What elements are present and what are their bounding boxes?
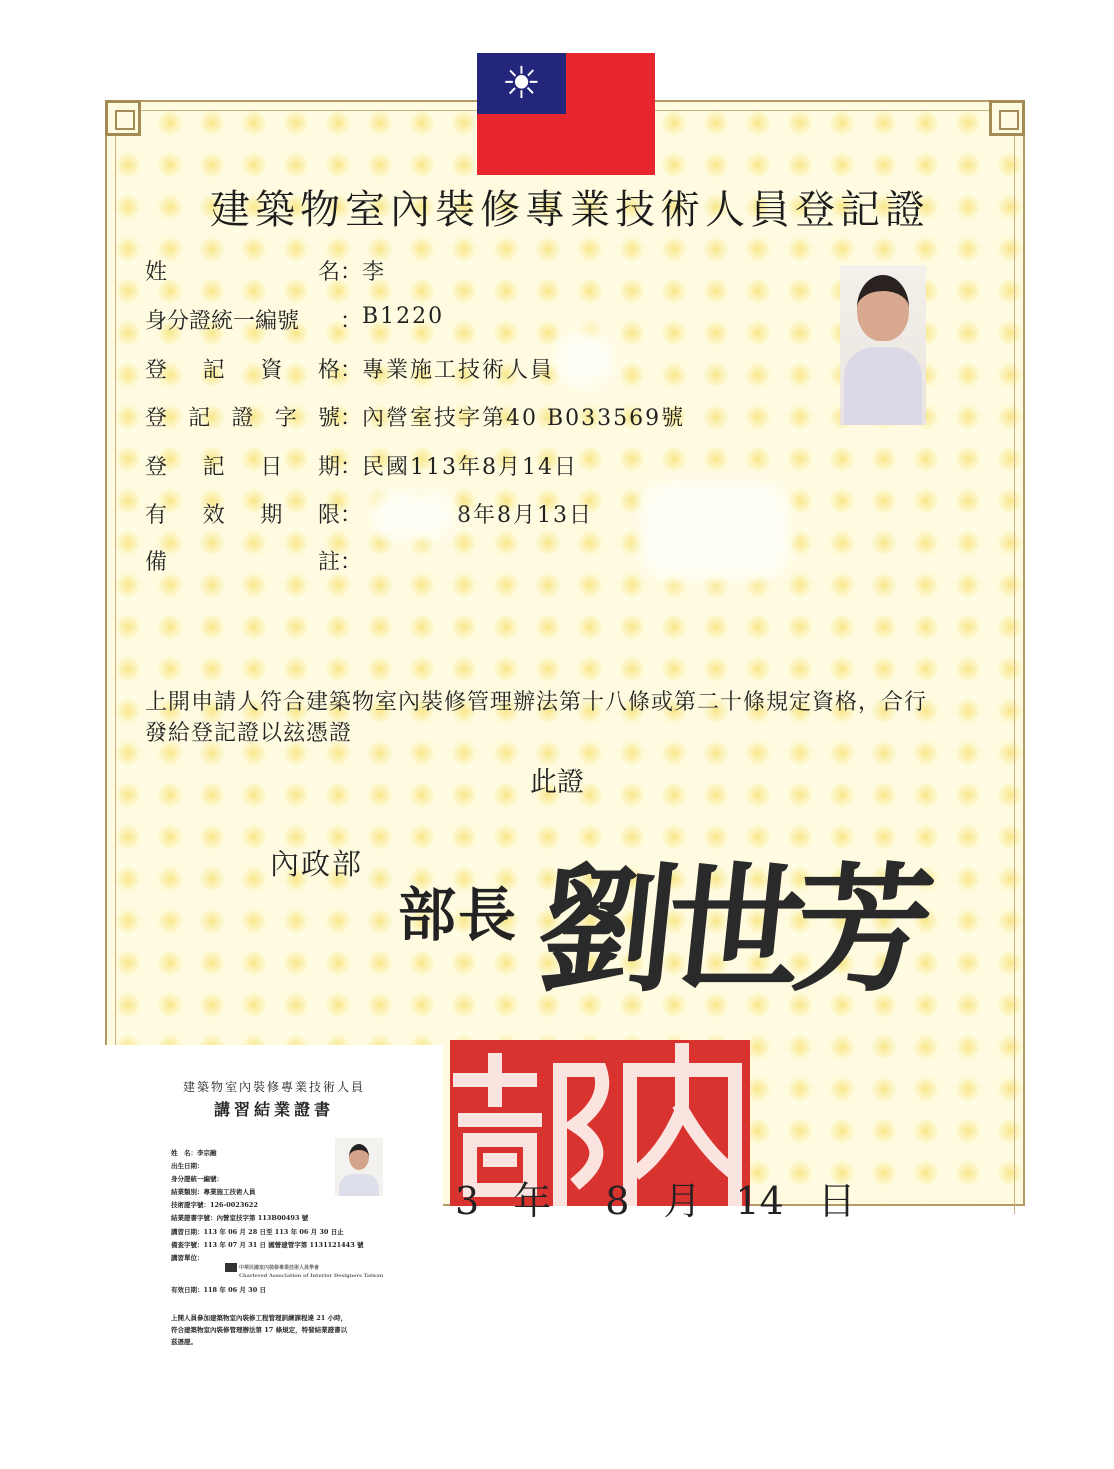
colon: ： xyxy=(340,309,363,334)
sun-icon: ☀ xyxy=(477,53,566,114)
date-part: 3 xyxy=(455,1179,480,1223)
field-row xyxy=(145,498,593,529)
training-certificate xyxy=(105,1045,443,1363)
field-value: 內營室技字第40 B033569號 xyxy=(362,406,686,431)
training-row: 結業證書字號：內營室技字第 113B00493 號 xyxy=(171,1214,309,1222)
association xyxy=(225,1263,383,1280)
colon: ： xyxy=(340,455,363,480)
date-part: 8 xyxy=(605,1179,630,1223)
colon: ： xyxy=(340,550,363,575)
field-row xyxy=(145,545,362,576)
training-row: 技術證字號：126-0023622 xyxy=(171,1201,258,1209)
date-part: 14 xyxy=(735,1179,784,1223)
training-row: 備查字號：113 年 07 月 31 日 國營建管字第 1131121443 號 xyxy=(171,1241,364,1249)
field-value: B1220 xyxy=(362,304,445,329)
label-char: 效 xyxy=(202,503,225,528)
colon: ： xyxy=(340,260,363,285)
minister-title: 部長 xyxy=(398,881,519,949)
label-char: 期 xyxy=(317,455,340,480)
field-row xyxy=(145,450,578,481)
association-english: Chartered Association of Interior Designers Taiwan xyxy=(239,1273,384,1279)
label-char: 註 xyxy=(317,550,340,575)
label-char: 期 xyxy=(260,503,283,528)
label-char: 字 xyxy=(274,406,297,431)
association-logo-icon xyxy=(225,1263,237,1272)
training-row: 講習日期：113 年 06 月 28 日至 113 年 06 月 30 日止 xyxy=(171,1228,344,1236)
label-char: 限 xyxy=(317,503,340,528)
statement-line-1: 上開申請人符合建築物室內裝修管理辦法第十八條或第二十條規定資格，合行 xyxy=(145,690,928,715)
training-footer-1: 上開人員參加建築物室內裝修工程管理訓練課程達 21 小時， xyxy=(171,1314,348,1322)
field-value: 李 xyxy=(362,260,387,285)
field-label xyxy=(145,498,340,529)
label-char: 格 xyxy=(317,358,340,383)
label-char: 記 xyxy=(202,358,225,383)
statement-line-2: 發給登記證以玆憑證 xyxy=(145,721,353,746)
field-label xyxy=(145,450,340,481)
training-row: 結業類別：專業施工技術人員 xyxy=(171,1188,256,1196)
training-footer-2: 符合建築物室內裝修管理辦法第 17 條規定，特發結業證書以 xyxy=(171,1326,348,1334)
label-char: 日 xyxy=(260,455,283,480)
field-row xyxy=(145,255,386,286)
ministry: 內政部 xyxy=(270,847,364,881)
training-row: 有效日期：118 年 06 月 30 日 xyxy=(171,1286,266,1294)
issue-date xyxy=(455,1170,890,1225)
training-title-line1: 建築物室內裝修專業技術人員 xyxy=(182,1080,365,1094)
training-photo xyxy=(335,1138,383,1196)
association-name: 中華民國室內裝修專業技術人員學會 xyxy=(239,1265,320,1271)
label-char: 身分證統一編號 xyxy=(145,309,300,334)
field-row xyxy=(145,353,554,384)
ci-zheng: 此證 xyxy=(530,767,584,798)
field-row xyxy=(145,304,444,335)
training-row: 身分證統一編號： xyxy=(171,1175,223,1183)
label-char: 記 xyxy=(188,406,211,431)
label-char: 姓 xyxy=(145,260,168,285)
redaction xyxy=(640,480,790,580)
training-row: 出生日期： xyxy=(171,1162,204,1170)
label-char: 證 xyxy=(231,406,254,431)
label-char: 登 xyxy=(145,406,168,431)
field-value: 專業施工技術人員 xyxy=(362,358,555,383)
colon: ： xyxy=(340,503,363,528)
national-flag xyxy=(477,53,655,175)
training-row: 姓 名：李宗融 xyxy=(171,1149,217,1157)
corner-ornament xyxy=(105,100,141,136)
date-part: 月 xyxy=(663,1179,702,1223)
field-label xyxy=(145,353,340,384)
holder-photo xyxy=(840,265,926,425)
redaction xyxy=(555,330,615,390)
training-title-line2: 講習結業證書 xyxy=(213,1100,334,1119)
certificate-title: 建築物室內裝修專業技術人員登記證 xyxy=(210,187,930,233)
training-footer-3: 茲憑證。 xyxy=(171,1338,197,1346)
corner-ornament xyxy=(989,100,1025,136)
date-part: 日 xyxy=(817,1179,856,1223)
field-value: 民國113年8月14日 xyxy=(362,455,578,480)
field-label xyxy=(145,255,340,286)
field-value: 8年8月13日 xyxy=(457,503,593,528)
label-char: 號 xyxy=(317,406,340,431)
label-char: 登 xyxy=(145,455,168,480)
colon: ： xyxy=(340,406,363,431)
field-row xyxy=(145,401,685,432)
colon: ： xyxy=(340,358,363,383)
field-label xyxy=(145,401,340,432)
label-char: 備 xyxy=(145,550,168,575)
minister-signature: 劉世芳 xyxy=(530,848,932,1011)
field-label xyxy=(145,545,340,576)
date-part: 年 xyxy=(513,1179,552,1223)
field-label xyxy=(145,304,340,335)
redaction xyxy=(370,490,455,540)
training-row: 講習單位： xyxy=(171,1254,204,1262)
label-char: 名 xyxy=(317,260,340,285)
label-char: 記 xyxy=(202,455,225,480)
label-char: 登 xyxy=(145,358,168,383)
label-char: 資 xyxy=(260,358,283,383)
label-char: 有 xyxy=(145,503,168,528)
